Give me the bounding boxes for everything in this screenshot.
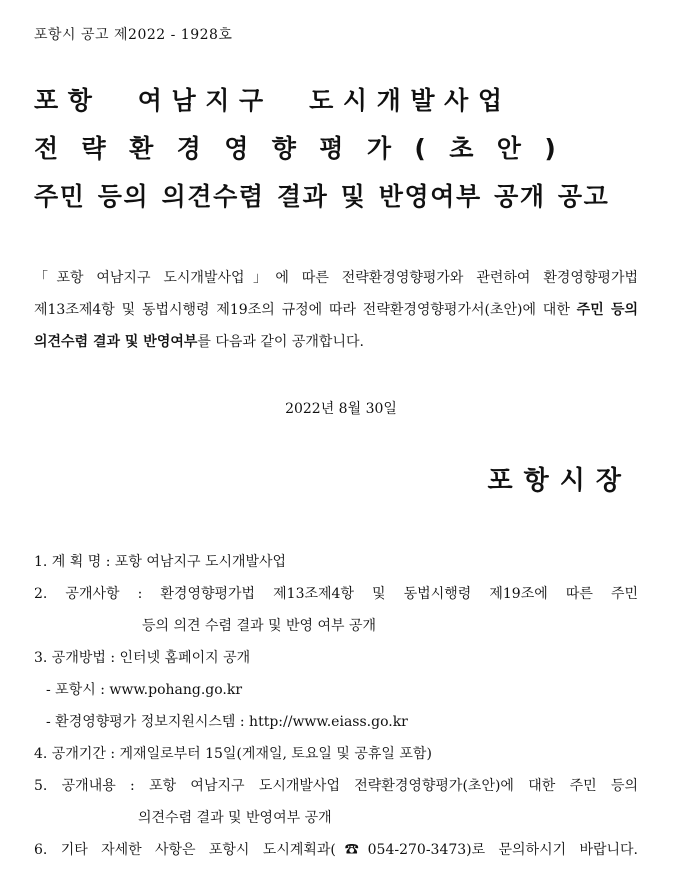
title-line-3: 주민 등의 의견수렴 결과 및 반영여부 공개 공고: [34, 182, 610, 211]
item-method-site-1: - 포항시 : www.pohang.go.kr: [46, 682, 243, 698]
item-disclosure-2: 등의 의견 수렴 결과 및 반영 여부 공개: [142, 618, 377, 634]
title-line-2: 전략환경영향평가(초안): [34, 134, 580, 163]
notice-number: 포항시 공고 제2022 - 1928호: [34, 27, 233, 43]
item-method: 3. 공개방법 : 인터넷 홈페이지 공개: [34, 650, 251, 666]
notice-date: 2022년 8월 30일: [285, 401, 397, 417]
item-etc: 6. 기타 자세한 사항은 포항시 도시계획과(☎054-270-3473)로 문의하시기 바랍니다.: [34, 842, 638, 858]
title-line-1: 포항 여남지구 도시개발사업: [34, 86, 512, 115]
notice-items: [34, 546, 638, 866]
item-content-1: 5. 공개내용 : 포항 여남지구 도시개발사업 전략환경영향평가(초안)에 대한 주민 등의: [34, 778, 638, 794]
item-period: 4. 공개기간 : 게재일로부터 15일(게재일, 토요일 및 공휴일 포함): [34, 746, 432, 762]
issuer-name: 포항시장: [487, 466, 632, 496]
item-project: 1. 계 획 명 : 포항 여남지구 도시개발사업: [34, 554, 287, 570]
intro-bold-text: 주민 등의 의견수렴 결과 및 반영여부: [34, 302, 638, 350]
intro-text-1: 「포항 여남지구 도시개발사업」에 따른 전략환경영향평가와 관련하여 환경영향평가법 제13조제4항 및 동법시행령 제19조의 규정에 따라 전략환경영향평가서(초안)에 대한: [34, 270, 638, 318]
intro-paragraph: [34, 262, 638, 358]
item-disclosure-1: 2. 공개사항 : 환경영향평가법 제13조제4항 및 동법시행령 제19조에 따른 주민: [34, 586, 638, 602]
intro-text-2: 를 다음과 같이 공개합니다.: [197, 334, 364, 350]
item-method-site-2: - 환경영향평가 정보지원시스템 : http://www.eiass.go.kr: [46, 714, 408, 730]
item-content-2: 의견수렴 결과 및 반영여부 공개: [138, 810, 332, 826]
